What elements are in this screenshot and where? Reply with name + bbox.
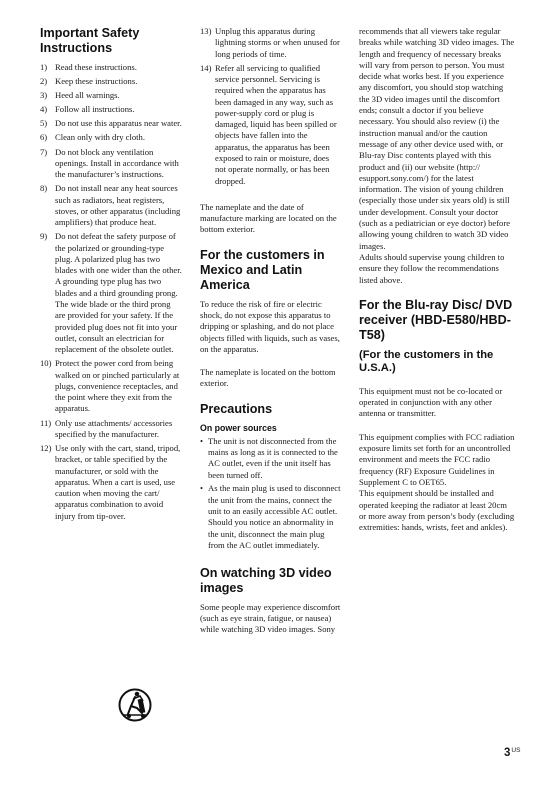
list-item: 5) Do not use this apparatus near water. bbox=[40, 118, 182, 129]
safety-list bbox=[40, 62, 182, 522]
list-item: 3) Heed all warnings. bbox=[40, 90, 120, 101]
list-item: 8) Do not install near any heat sources such as radiators, heat registers, stoves, or other apparatus (including amplifiers) that produce heat. bbox=[40, 183, 181, 228]
3d-video-text: Some people may experience discomfort (such as eye strain, fatigue, or nausea) while watching 3D video images. Sony bbox=[200, 601, 341, 635]
nameplate-note: The nameplate and the date of manufacture marking are located on the bottom exterior. bbox=[200, 201, 337, 235]
list-item: 7) Do not block any ventilation openings. Install in accordance with the manufacturer’s instructions. bbox=[40, 146, 179, 180]
3d-video-continued: recommends that all viewers take regular breaks while watching 3D video images. The length and frequency of necessary breaks will vary from person to person. You must decide what works best. If you experience any discomfort, you should stop watching the 3D video images until the discomfort ends; consult a doctor if you believe necessary. You should also review (i) the instruction manual and/or the caution message of any other device used with, or Blu-ray Disc contents played with this product and (ii) our website (http:// esupport.sony.com/) for the latest information. The vision of young children (especially those under six years old) is still under development. Consult your doctor (such as a pediatrician or eye doctor) before allowing young children to watch 3D video images. bbox=[359, 26, 515, 251]
bluray-text-3: This equipment should be installed and operated keeping the radiator at least 20cm or more away from person’s body (excluding extremities: hands, wrists, feet and ankles). bbox=[359, 488, 515, 533]
bluray-text-2: This equipment complies with FCC radiation exposure limits set forth for an uncontrolled environment and meets the FCC radio frequency (RF) Exposure Guidelines in Supplement C to OET65. bbox=[359, 431, 515, 487]
list-item: 14) Refer all servicing to qualified service personnel. Servicing is required when the apparatus has been damaged in any way, such as power-supply cord or plug is damaged, liquid has been spilled or objects have fallen into the apparatus, the apparatus has been exposed to rain or moisture, does not operate normally, or has been dropped. bbox=[200, 62, 337, 186]
list-item: • As the main plug is used to disconnect the unit from the mains, connect the unit to an easily accessible AC outlet. Should you notice an abnormality in the unit, disconnect the main plug from the AC outlet immediately. bbox=[200, 483, 342, 551]
mexico-nameplate: The nameplate is located on the bottom exterior. bbox=[200, 367, 336, 389]
list-item: 9) Do not defeat the safety purpose of the polarized or grounding-type plug. A polarized plug has two blades with one wider than the other. A grounding type plug has two blades and a third grounding prong. The wide blade or the third prong are provided for your safety. If the provided plug does not fit into your outlet, consult an electrician for replacement of the obsolete outlet. bbox=[40, 231, 182, 355]
precautions-heading: Precautions bbox=[200, 401, 273, 416]
list-item: • The unit is not disconnected from the mains as long as it is connected to the AC outlet, even if the unit itself has been turned off. bbox=[200, 436, 342, 481]
page-number: $3^{US}$ bbox=[504, 747, 521, 759]
list-item: 12) Use only with the cart, stand, tripod, bracket, or table specified by the manufacturer, or sold with the apparatus. When a cart is used, use caution when moving the cart/ apparatus combination to avoid injury from tip-over. bbox=[40, 442, 181, 521]
cart-tip-over-warning-icon bbox=[118, 684, 152, 724]
mexico-text: To reduce the risk of fire or electric shock, do not expose this apparatus to dripping or splashing, and do not place objects filled with liquids, such as vases, on the apparatus. bbox=[200, 298, 340, 354]
bluray-text-1: This equipment must not be co-located or operated in conjunction with any other antenna or transmitter. bbox=[359, 385, 503, 419]
page-suffix: US bbox=[511, 747, 521, 754]
list-item: 13) Unplug this apparatus during lightning storms or when unused for long periods of time. bbox=[200, 26, 340, 59]
safety-list-cont bbox=[200, 26, 342, 187]
mexico-heading: For the customers in Mexico and Latin America bbox=[200, 247, 325, 292]
column-2 bbox=[200, 26, 342, 636]
3d-video-adults: Adults should supervise young children to ensure they follow the recommendations listed above. bbox=[359, 251, 505, 285]
list-item: 1) Read these instructions. bbox=[40, 62, 137, 72]
list-item: 10) Protect the power cord from being walked on or pinched particularly at plugs, convenience receptacles, and the point where they exit from the apparatus. bbox=[40, 358, 180, 414]
bluray-heading: For the Blu-ray Disc/ DVD receiver (HBD-E580/HBD-T58) bbox=[359, 297, 513, 342]
list-item: 2) Keep these instructions. bbox=[40, 76, 138, 87]
list-item: 11) Only use attachments/ accessories specified by the manufacturer. bbox=[40, 417, 173, 439]
safety-title: Important Safety Instructions bbox=[40, 26, 140, 55]
column-1 bbox=[40, 26, 182, 525]
list-item: 4) Follow all instructions. bbox=[40, 104, 135, 115]
column-3 bbox=[359, 26, 515, 533]
3d-video-heading: On watching 3D video images bbox=[200, 565, 332, 595]
list-item: 6) Clean only with dry cloth. bbox=[40, 132, 145, 143]
bluray-subheading: (For the customers in the U.S.A.) bbox=[359, 348, 494, 374]
power-bullets bbox=[200, 436, 342, 551]
power-sources-heading: On power sources bbox=[200, 422, 277, 433]
